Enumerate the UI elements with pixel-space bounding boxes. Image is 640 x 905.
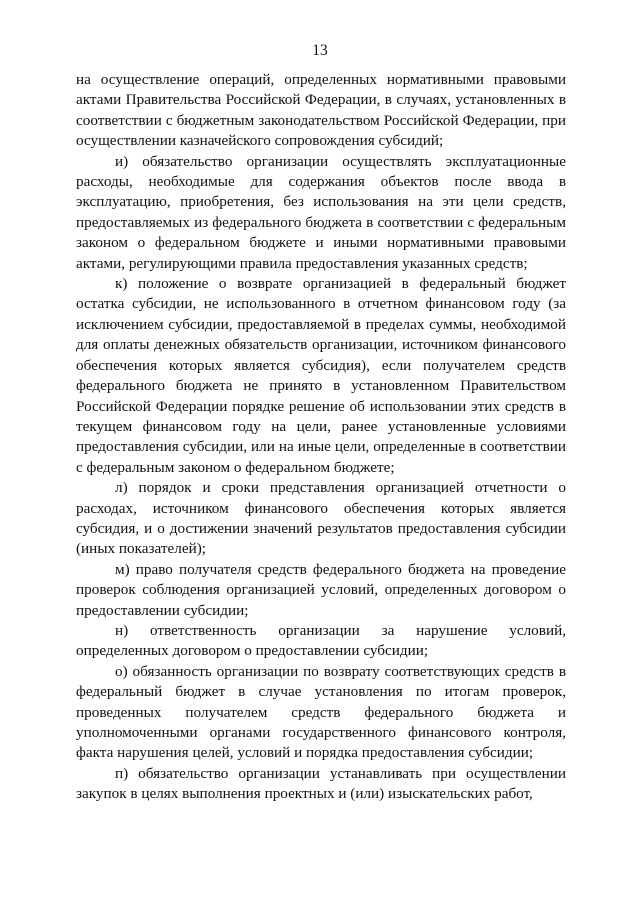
paragraph-continuation: на осуществление операций, определенных нормативными правовыми актами Правительства Российской Федерации, в случаях, установленных в соответствии с бюджетным законодательством Российской Федерации, при осуществлении казначейского сопровождения субсидий; [76,71,566,150]
page-number: 13 [312,42,328,59]
paragraph-item-k: к) положение о возврате организацией в федеральный бюджет остатка субсидии, не использованного в отчетном финансовом году (за исключением субсидии, предоставляемой в пределах суммы, необходимой для оплаты денежных обязательств организации, источником финансового обеспечения которых является субсидия), если получателем средств федерального бюджета не принято в установленном Правительством Российской Федерации порядке решение об использовании этих средств в текущем финансовом году на цели, ранее установленные условиями предоставления субсидии, или на иные цели, определенные в соответствии с федеральным законом о федеральном бюджете; [76,275,566,476]
paragraph-item-l: л) порядок и сроки представления организацией отчетности о расходах, источником финансового обеспечения которых является субсидия, и о достижении значений результатов предоставления субсидии (иных показателей); [76,479,566,558]
paragraph-item-i: и) обязательство организации осуществлять эксплуатационные расходы, необходимые для содержания объектов после ввода в эксплуатацию, приобретения, без использования на эти цели средств, предоставляемых из федерального бюджета в соответствии с федеральным законом о федеральном бюджете и иными нормативными правовыми актами, регулирующими правила предоставления указанных средств; [76,152,566,272]
paragraph-item-n: н) ответственность организации за нарушение условий, определенных договором о предоставлении субсидии; [76,621,566,660]
paragraph-item-o: о) обязанность организации по возврату соответствующих средств в федеральный бюджет в случае установления по итогам проверок, проведенных получателем средств федерального бюджета и уполномоченными органами государственного финансового контроля, факта нарушения целей, условий и порядка предоставления субсидии; [76,662,566,762]
document-body [76,70,566,805]
paragraph-item-m: м) право получателя средств федерального бюджета на проведение проверок соблюдения организацией условий, определенных договором о предоставлении субсидии; [76,560,566,619]
paragraph-item-p: п) обязательство организации устанавливать при осуществлении закупок в целях выполнения проектных и (или) изыскательских работ, [76,764,566,803]
